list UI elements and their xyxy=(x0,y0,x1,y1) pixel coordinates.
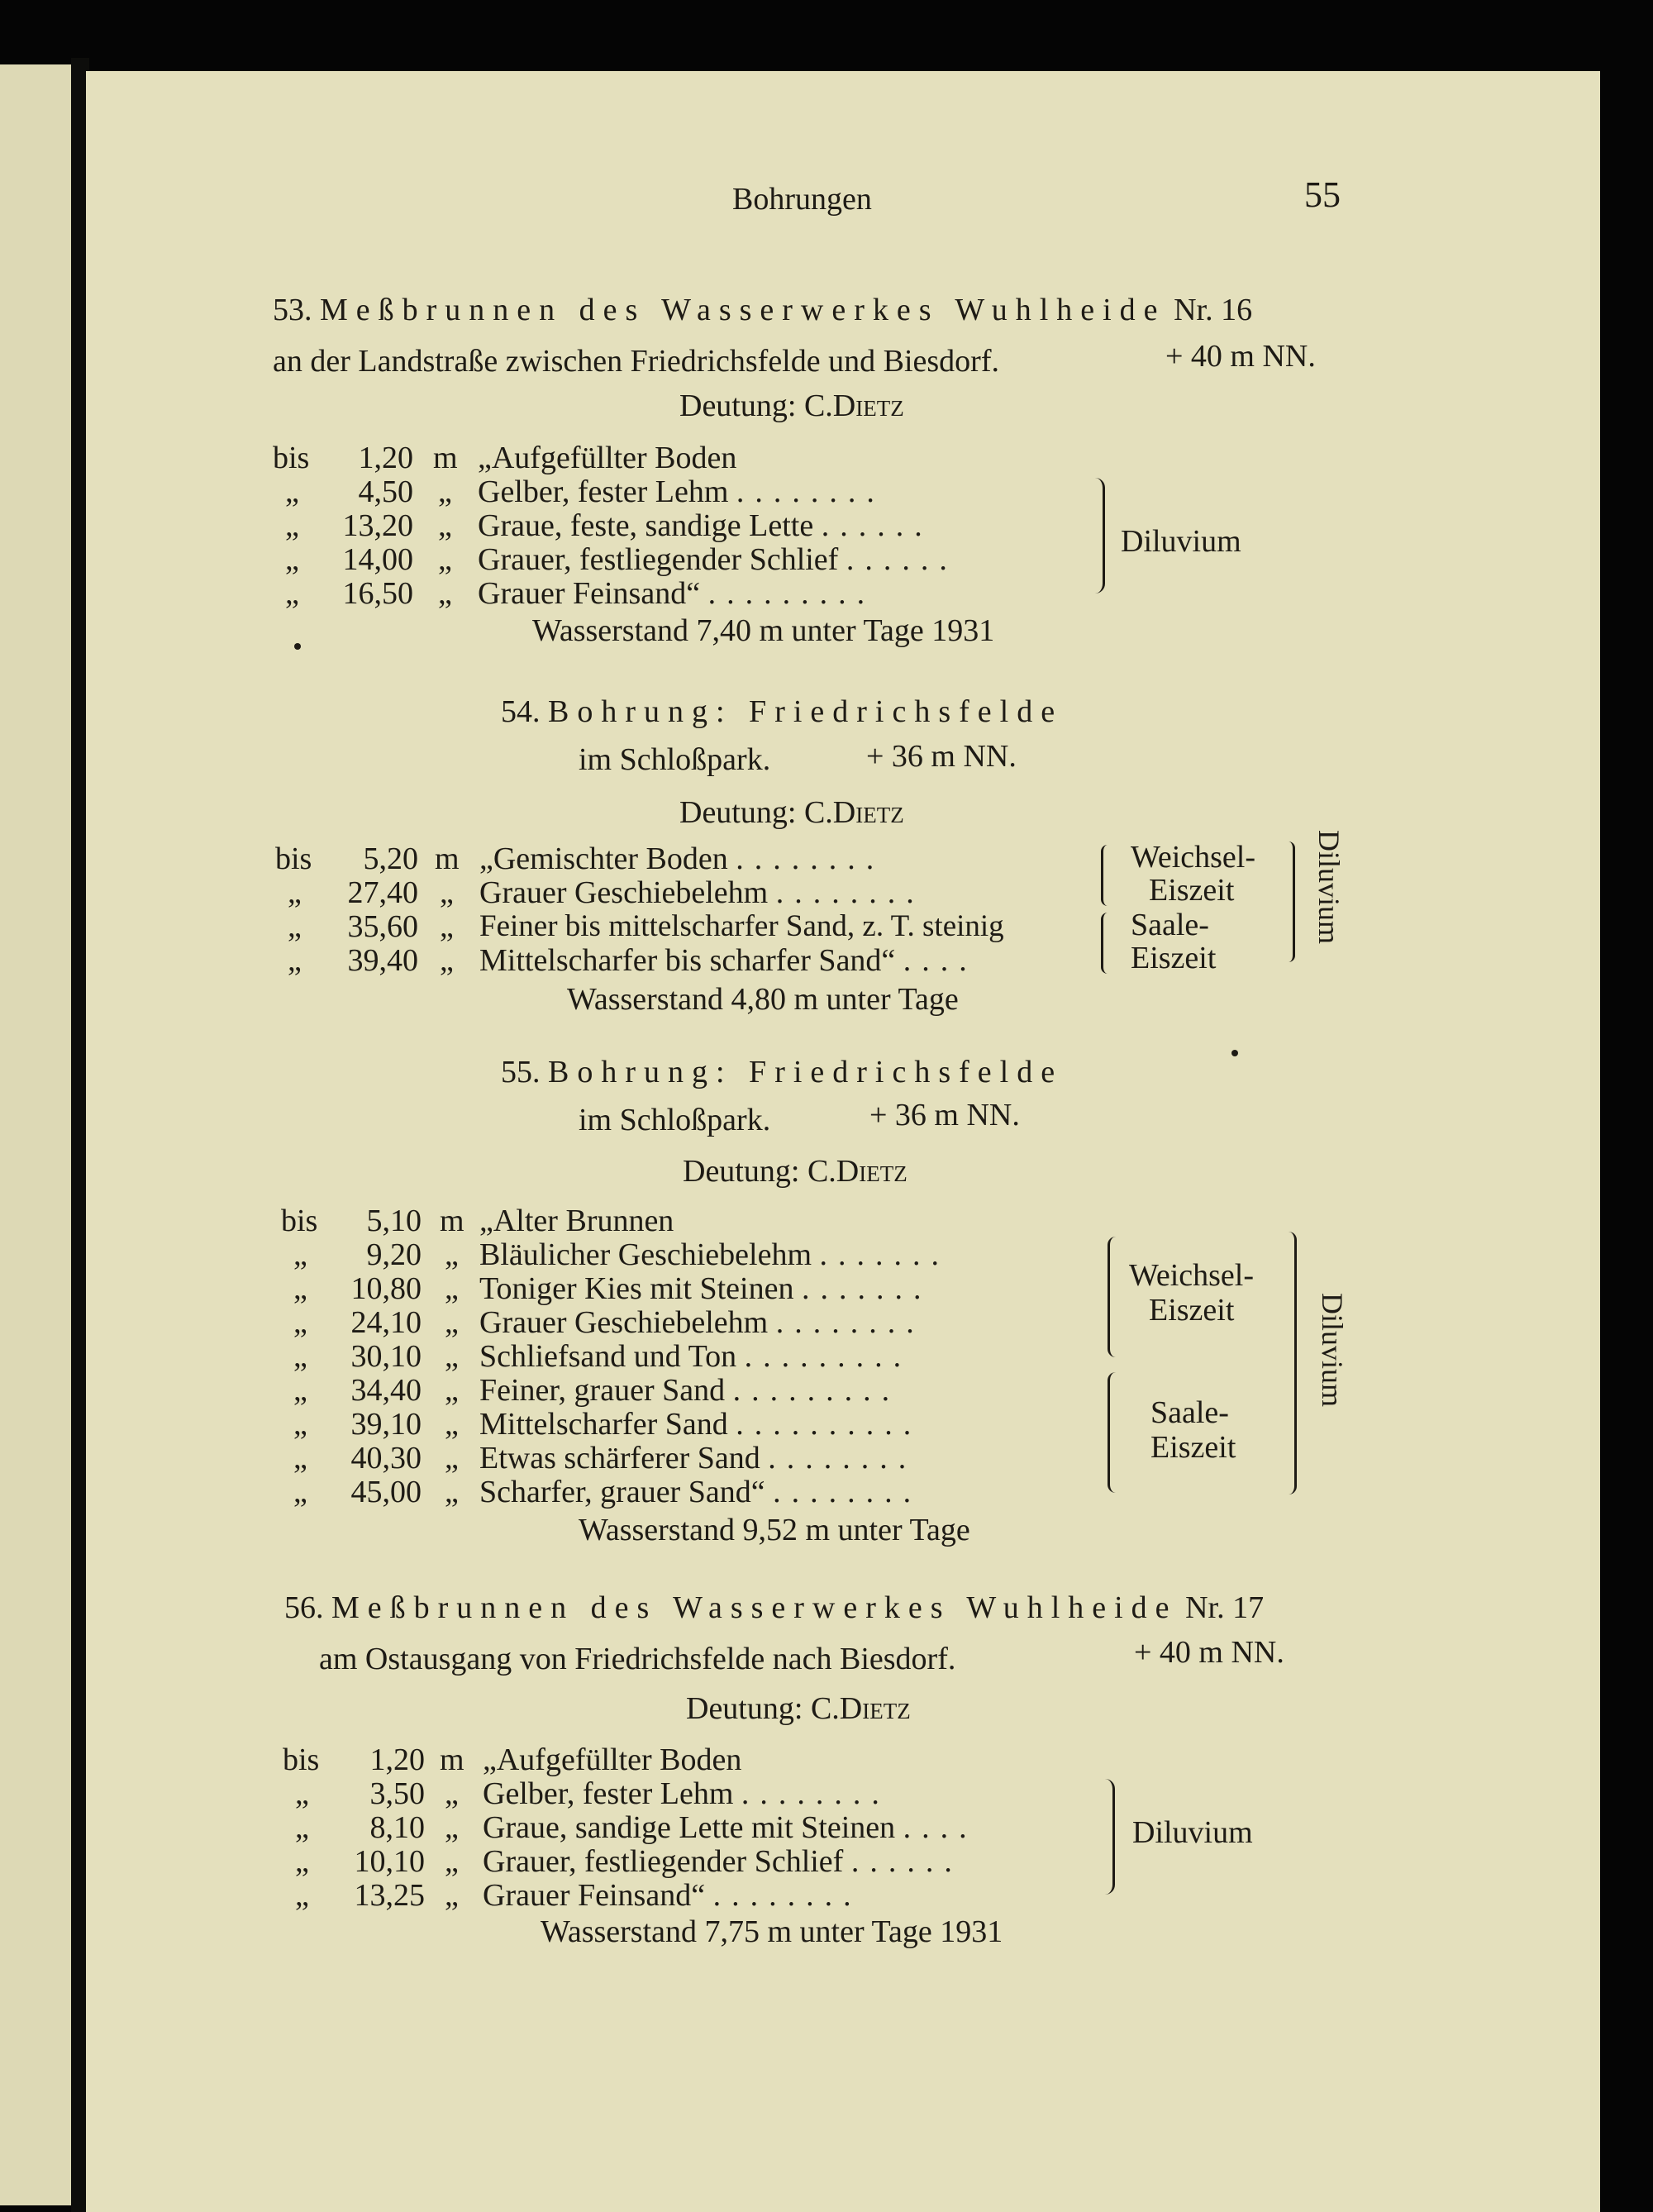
depth-value: 3,50 xyxy=(369,1776,425,1811)
depth-value: 1,20 xyxy=(369,1742,425,1777)
previous-page-edge xyxy=(0,64,78,2205)
depth-value: 24,10 xyxy=(350,1305,422,1340)
unit-label: m xyxy=(440,1742,464,1777)
running-header-title: Bohrungen xyxy=(732,182,872,217)
ditto-mark: „ xyxy=(445,1878,459,1913)
brace xyxy=(1286,1232,1297,1495)
depth-value: 10,80 xyxy=(350,1271,422,1306)
bis-label: bis xyxy=(281,1204,318,1238)
ditto-mark: „ xyxy=(438,576,452,611)
layer-description: Toniger Kies mit Steinen ....... xyxy=(479,1271,932,1306)
ditto-mark: „ xyxy=(438,542,452,577)
brace xyxy=(1103,1779,1115,1895)
group-label: Eiszeit xyxy=(1149,1293,1235,1328)
layer-description: „Aufgefüllter Boden xyxy=(478,441,737,475)
ditto-mark: „ xyxy=(285,576,299,611)
entry-54-heading xyxy=(501,696,1063,727)
deutung-label: Deutung: xyxy=(679,795,797,830)
layer-description: Etwas schärferer Sand ........ xyxy=(479,1441,917,1475)
entry-53-heading xyxy=(273,294,1252,326)
entry-54-water-level: Wasserstand 4,80 m unter Tage xyxy=(567,982,959,1017)
ditto-mark: „ xyxy=(293,1475,307,1509)
layer-description: Gelber, fester Lehm ........ xyxy=(478,474,885,509)
brace xyxy=(1286,841,1295,962)
ditto-mark: „ xyxy=(288,875,302,910)
entry-title: Meßbrunnen des Wasserwerkes Wuhlheide xyxy=(320,293,1166,327)
ditto-mark: „ xyxy=(445,1237,459,1272)
bis-label: bis xyxy=(283,1742,320,1777)
unit-label: m xyxy=(433,441,458,475)
ditto-mark: „ xyxy=(293,1373,307,1408)
layer-description: „Alter Brunnen xyxy=(479,1204,674,1238)
ditto-mark: „ xyxy=(295,1776,309,1811)
depth-value: 40,30 xyxy=(350,1441,422,1475)
entry-title: Bohrung: Friedrichsfelde xyxy=(548,694,1064,729)
layer-description: Grauer Geschiebelehm ........ xyxy=(479,875,925,910)
ditto-mark: „ xyxy=(288,943,302,978)
depth-value: 39,10 xyxy=(350,1407,422,1442)
entry-53-deutung xyxy=(679,390,904,422)
entry-title: Meßbrunnen des Wasserwerkes Wuhlheide xyxy=(331,1590,1178,1625)
layer-description: Grauer, festliegender Schlief ...... xyxy=(483,1844,963,1879)
deutung-label: Deutung: xyxy=(679,389,797,423)
depth-value: 13,25 xyxy=(354,1878,425,1913)
entry-55-elevation: + 36 m NN. xyxy=(869,1098,1020,1132)
depth-value: 13,20 xyxy=(342,508,413,543)
group-label: Eiszeit xyxy=(1149,873,1235,908)
unit-label: m xyxy=(440,1204,464,1238)
entry-55-location: im Schloßpark. xyxy=(579,1103,771,1137)
ditto-mark: „ xyxy=(295,1878,309,1913)
depth-value: 8,10 xyxy=(369,1810,425,1845)
ditto-mark: „ xyxy=(293,1441,307,1475)
ditto-mark: „ xyxy=(285,474,299,509)
depth-value: 30,10 xyxy=(350,1339,422,1374)
group-label: Diluvium xyxy=(1132,1815,1253,1850)
ditto-mark: „ xyxy=(293,1237,307,1272)
brace xyxy=(1108,1237,1118,1357)
depth-value: 16,50 xyxy=(342,576,413,611)
ditto-mark: „ xyxy=(438,508,452,543)
deutung-name: Dietz xyxy=(832,389,904,423)
ditto-mark: „ xyxy=(445,1305,459,1340)
ditto-mark: „ xyxy=(285,508,299,543)
layer-description: Graue, feste, sandige Lette ...... xyxy=(478,508,933,543)
entry-number-suffix: Nr. 17 xyxy=(1185,1590,1265,1625)
ditto-mark: „ xyxy=(440,875,454,910)
deutung-name: Dietz xyxy=(836,1154,907,1189)
group-label: Weichsel- xyxy=(1131,840,1255,875)
depth-value: 1,20 xyxy=(358,441,413,475)
entry-54-location: im Schloßpark. xyxy=(579,742,771,777)
entry-number-suffix: Nr. 16 xyxy=(1174,293,1253,327)
deutung-label: Deutung: xyxy=(686,1691,803,1726)
ditto-mark: „ xyxy=(293,1271,307,1306)
group-label: Eiszeit xyxy=(1131,941,1217,975)
layer-description: Graue, sandige Lette mit Steinen .... xyxy=(483,1810,978,1845)
depth-value: 34,40 xyxy=(350,1373,422,1408)
depth-value: 5,10 xyxy=(366,1204,422,1238)
entry-53-water-level: Wasserstand 7,40 m unter Tage 1931 xyxy=(532,613,995,648)
entry-56-location: am Ostausgang von Friedrichsfelde nach Biesdorf. xyxy=(319,1642,956,1676)
ditto-mark: „ xyxy=(293,1305,307,1340)
depth-value: 9,20 xyxy=(366,1237,422,1272)
ditto-mark: „ xyxy=(293,1339,307,1374)
ditto-mark: „ xyxy=(293,1407,307,1442)
entry-53-elevation: + 40 m NN. xyxy=(1165,339,1316,374)
deutung-name: Dietz xyxy=(839,1691,911,1726)
brace xyxy=(1101,845,1110,906)
bis-label: bis xyxy=(273,441,310,475)
group-label: Saale- xyxy=(1131,908,1209,942)
deutung-initial: C. xyxy=(803,795,833,830)
layer-description: Gelber, fester Lehm ........ xyxy=(483,1776,890,1811)
layer-description: Feiner, grauer Sand ......... xyxy=(479,1373,901,1408)
depth-value: 5,20 xyxy=(363,841,418,876)
brace xyxy=(1108,1372,1118,1493)
group-label: Weichsel- xyxy=(1129,1258,1254,1293)
group-label: Saale- xyxy=(1150,1395,1229,1430)
group-label: Diluvium xyxy=(1121,524,1241,559)
layer-description: Bläulicher Geschiebelehm ....... xyxy=(479,1237,950,1272)
layer-description: Grauer Feinsand“ ........ xyxy=(483,1878,862,1913)
layer-description: Mittelscharfer bis scharfer Sand“ .... xyxy=(479,943,978,978)
ditto-mark: „ xyxy=(288,909,302,944)
ditto-mark: „ xyxy=(445,1475,459,1509)
entry-55-heading xyxy=(501,1056,1063,1088)
layer-description: Feiner bis mittelscharfer Sand, z. T. steinig xyxy=(479,909,1004,943)
depth-value: 14,00 xyxy=(342,542,413,577)
ditto-mark: „ xyxy=(445,1339,459,1374)
entry-54-elevation: + 36 m NN. xyxy=(866,739,1017,774)
entry-54-deutung xyxy=(679,797,904,828)
entry-number: 55. xyxy=(501,1055,541,1089)
layer-description: Schliefsand und Ton ......... xyxy=(479,1339,912,1374)
brace xyxy=(1093,478,1105,594)
deutung-initial: C. xyxy=(807,1154,836,1189)
ditto-mark: „ xyxy=(295,1810,309,1845)
layer-description: Grauer Geschiebelehm ........ xyxy=(479,1305,925,1340)
layer-description: Grauer, festliegender Schlief ...... xyxy=(478,542,958,577)
ditto-mark: „ xyxy=(445,1810,459,1845)
layer-description: Scharfer, grauer Sand“ ........ xyxy=(479,1475,922,1509)
entry-53-location: an der Landstraße zwischen Friedrichsfelde und Biesdorf. xyxy=(273,344,999,379)
layer-description: „Aufgefüllter Boden xyxy=(483,1742,742,1777)
ditto-mark: „ xyxy=(445,1844,459,1879)
layer-description: „Gemischter Boden ........ xyxy=(479,841,885,876)
layer-description: Mittelscharfer Sand .......... xyxy=(479,1407,922,1442)
bis-label: bis xyxy=(275,841,312,876)
layer-description: Grauer Feinsand“ ......... xyxy=(478,576,876,611)
depth-value: 45,00 xyxy=(350,1475,422,1509)
deutung-initial: C. xyxy=(810,1691,840,1726)
group-label: Eiszeit xyxy=(1150,1430,1236,1465)
depth-value: 35,60 xyxy=(347,909,418,944)
depth-value: 27,40 xyxy=(347,875,418,910)
depth-value: 10,10 xyxy=(354,1844,425,1879)
outer-group-label: Diluvium xyxy=(1312,830,1346,945)
depth-value: 39,40 xyxy=(347,943,418,978)
ditto-mark: „ xyxy=(445,1407,459,1442)
entry-56-heading xyxy=(284,1592,1264,1623)
entry-56-elevation: + 40 m NN. xyxy=(1134,1635,1284,1670)
ditto-mark: „ xyxy=(445,1441,459,1475)
unit-label: m xyxy=(435,841,460,876)
stray-mark xyxy=(1231,1050,1238,1056)
entry-55-water-level: Wasserstand 9,52 m unter Tage xyxy=(579,1513,970,1547)
ditto-mark: „ xyxy=(285,542,299,577)
ditto-mark: „ xyxy=(445,1271,459,1306)
outer-group-label: Diluvium xyxy=(1316,1293,1349,1408)
ditto-mark: „ xyxy=(438,474,452,509)
entry-56-water-level: Wasserstand 7,75 m unter Tage 1931 xyxy=(541,1914,1003,1949)
entry-number: 54. xyxy=(501,694,541,729)
deutung-initial: C. xyxy=(803,389,833,423)
page-number: 55 xyxy=(1304,174,1341,215)
entry-title: Bohrung: Friedrichsfelde xyxy=(548,1055,1064,1089)
entry-56-deutung xyxy=(686,1693,911,1724)
ditto-mark: „ xyxy=(445,1373,459,1408)
entry-55-deutung xyxy=(683,1156,907,1187)
brace xyxy=(1101,913,1110,974)
ditto-mark: „ xyxy=(440,909,454,944)
ditto-mark: „ xyxy=(295,1844,309,1879)
ditto-mark: „ xyxy=(445,1776,459,1811)
entry-number: 53. xyxy=(273,293,312,327)
entry-number: 56. xyxy=(284,1590,324,1625)
deutung-name: Dietz xyxy=(832,795,904,830)
ditto-mark: „ xyxy=(440,943,454,978)
depth-value: 4,50 xyxy=(358,474,413,509)
stray-mark xyxy=(294,643,301,650)
deutung-label: Deutung: xyxy=(683,1154,800,1189)
